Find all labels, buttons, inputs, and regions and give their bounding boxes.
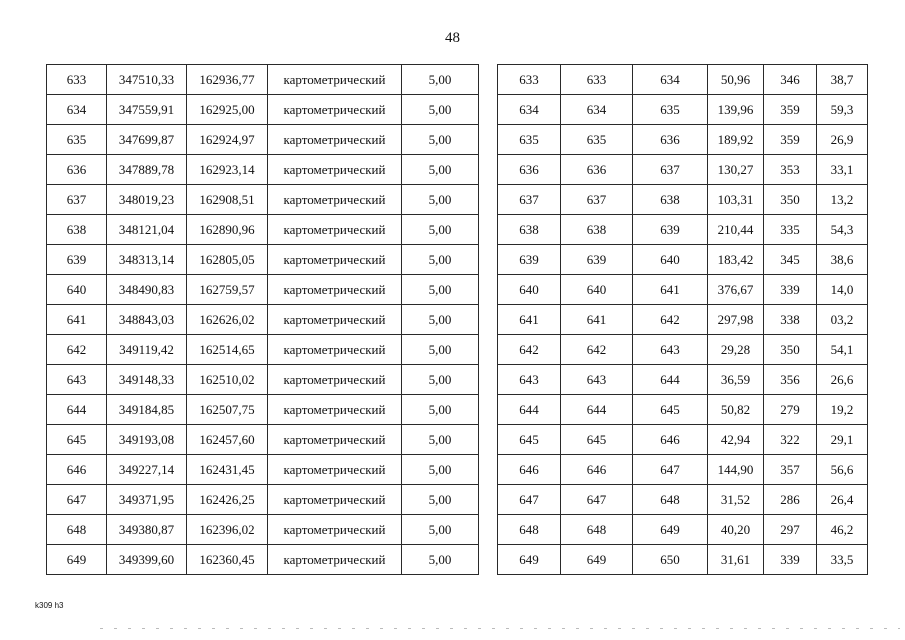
scan-artifact-line: [100, 628, 900, 629]
accuracy-cell: 5,00: [402, 215, 479, 245]
point-number-cell: 644: [47, 395, 107, 425]
to-point-cell: 639: [633, 215, 708, 245]
point-number-cell: 648: [498, 515, 561, 545]
distance-cell: 31,61: [708, 545, 764, 575]
accuracy-cell: 5,00: [402, 425, 479, 455]
to-point-cell: 646: [633, 425, 708, 455]
point-number-cell: 638: [47, 215, 107, 245]
point-number-cell: 643: [498, 365, 561, 395]
point-number-cell: 634: [498, 95, 561, 125]
from-point-cell: 633: [561, 65, 633, 95]
x-coordinate-cell: 349184,85: [107, 395, 187, 425]
point-number-cell: 633: [47, 65, 107, 95]
x-coordinate-cell: 347510,33: [107, 65, 187, 95]
distance-cell: 210,44: [708, 215, 764, 245]
x-coordinate-cell: 349399,60: [107, 545, 187, 575]
distance-cell: 130,27: [708, 155, 764, 185]
angle-degrees-cell: 345: [764, 245, 817, 275]
accuracy-cell: 5,00: [402, 245, 479, 275]
to-point-cell: 638: [633, 185, 708, 215]
accuracy-cell: 5,00: [402, 335, 479, 365]
point-number-cell: 647: [47, 485, 107, 515]
to-point-cell: 634: [633, 65, 708, 95]
x-coordinate-cell: 349119,42: [107, 335, 187, 365]
y-coordinate-cell: 162507,75: [187, 395, 268, 425]
to-point-cell: 648: [633, 485, 708, 515]
from-point-cell: 643: [561, 365, 633, 395]
accuracy-cell: 5,00: [402, 125, 479, 155]
accuracy-cell: 5,00: [402, 395, 479, 425]
point-number-cell: 633: [498, 65, 561, 95]
accuracy-cell: 5,00: [402, 185, 479, 215]
method-cell: картометрический: [268, 65, 402, 95]
accuracy-cell: 5,00: [402, 515, 479, 545]
angle-minutes-cell: 26,9: [817, 125, 868, 155]
table-row: [47, 455, 479, 485]
x-coordinate-cell: 347559,91: [107, 95, 187, 125]
table-row: [498, 485, 868, 515]
x-coordinate-cell: 349371,95: [107, 485, 187, 515]
angle-minutes-cell: 33,1: [817, 155, 868, 185]
x-coordinate-cell: 348121,04: [107, 215, 187, 245]
table-row: [498, 275, 868, 305]
y-coordinate-cell: 162514,65: [187, 335, 268, 365]
point-number-cell: 641: [47, 305, 107, 335]
from-point-cell: 640: [561, 275, 633, 305]
distance-cell: 36,59: [708, 365, 764, 395]
point-number-cell: 645: [47, 425, 107, 455]
angle-minutes-cell: 46,2: [817, 515, 868, 545]
distance-cell: 376,67: [708, 275, 764, 305]
from-point-cell: 635: [561, 125, 633, 155]
table-row: [47, 245, 479, 275]
x-coordinate-cell: 349193,08: [107, 425, 187, 455]
angle-minutes-cell: 56,6: [817, 455, 868, 485]
to-point-cell: 647: [633, 455, 708, 485]
angle-degrees-cell: 356: [764, 365, 817, 395]
distance-cell: 31,52: [708, 485, 764, 515]
table-row: [47, 545, 479, 575]
x-coordinate-cell: 348843,03: [107, 305, 187, 335]
point-number-cell: 636: [47, 155, 107, 185]
point-number-cell: 640: [47, 275, 107, 305]
method-cell: картометрический: [268, 485, 402, 515]
accuracy-cell: 5,00: [402, 485, 479, 515]
table-row: [47, 155, 479, 185]
angle-degrees-cell: 357: [764, 455, 817, 485]
point-number-cell: 646: [47, 455, 107, 485]
table-row: [47, 65, 479, 95]
angle-minutes-cell: 26,4: [817, 485, 868, 515]
distance-cell: 50,96: [708, 65, 764, 95]
x-coordinate-cell: 349227,14: [107, 455, 187, 485]
table-row: [498, 65, 868, 95]
table-row: [498, 215, 868, 245]
angle-minutes-cell: 54,1: [817, 335, 868, 365]
table-row: [498, 155, 868, 185]
y-coordinate-cell: 162396,02: [187, 515, 268, 545]
from-point-cell: 641: [561, 305, 633, 335]
table-row: [47, 125, 479, 155]
angle-degrees-cell: 350: [764, 185, 817, 215]
y-coordinate-cell: 162925,00: [187, 95, 268, 125]
point-number-cell: 642: [47, 335, 107, 365]
angle-degrees-cell: 339: [764, 275, 817, 305]
point-number-cell: 643: [47, 365, 107, 395]
point-number-cell: 635: [498, 125, 561, 155]
table-row: [498, 545, 868, 575]
y-coordinate-cell: 162923,14: [187, 155, 268, 185]
method-cell: картометрический: [268, 275, 402, 305]
from-point-cell: 638: [561, 215, 633, 245]
method-cell: картометрический: [268, 395, 402, 425]
table-row: [47, 275, 479, 305]
table-row: [498, 95, 868, 125]
y-coordinate-cell: 162510,02: [187, 365, 268, 395]
x-coordinate-cell: 348490,83: [107, 275, 187, 305]
from-point-cell: 644: [561, 395, 633, 425]
point-number-cell: 646: [498, 455, 561, 485]
point-number-cell: 634: [47, 95, 107, 125]
to-point-cell: 635: [633, 95, 708, 125]
method-cell: картометрический: [268, 125, 402, 155]
x-coordinate-cell: 348313,14: [107, 245, 187, 275]
angle-minutes-cell: 29,1: [817, 425, 868, 455]
table-row: [47, 335, 479, 365]
from-point-cell: 636: [561, 155, 633, 185]
distance-cell: 29,28: [708, 335, 764, 365]
from-point-cell: 646: [561, 455, 633, 485]
accuracy-cell: 5,00: [402, 455, 479, 485]
to-point-cell: 645: [633, 395, 708, 425]
point-number-cell: 638: [498, 215, 561, 245]
x-coordinate-cell: 347699,87: [107, 125, 187, 155]
point-number-cell: 640: [498, 275, 561, 305]
point-number-cell: 639: [47, 245, 107, 275]
point-number-cell: 649: [498, 545, 561, 575]
table-row: [498, 365, 868, 395]
method-cell: картометрический: [268, 305, 402, 335]
y-coordinate-cell: 162431,45: [187, 455, 268, 485]
table-row: [47, 365, 479, 395]
table-row: [47, 515, 479, 545]
coordinates-table: [46, 64, 479, 575]
method-cell: картометрический: [268, 455, 402, 485]
from-point-cell: 637: [561, 185, 633, 215]
distance-cell: 297,98: [708, 305, 764, 335]
angle-minutes-cell: 19,2: [817, 395, 868, 425]
distance-cell: 50,82: [708, 395, 764, 425]
method-cell: картометрический: [268, 365, 402, 395]
table-row: [47, 485, 479, 515]
point-number-cell: 641: [498, 305, 561, 335]
accuracy-cell: 5,00: [402, 65, 479, 95]
accuracy-cell: 5,00: [402, 365, 479, 395]
method-cell: картометрический: [268, 245, 402, 275]
accuracy-cell: 5,00: [402, 95, 479, 125]
y-coordinate-cell: 162426,25: [187, 485, 268, 515]
y-coordinate-cell: 162360,45: [187, 545, 268, 575]
point-number-cell: 639: [498, 245, 561, 275]
from-point-cell: 639: [561, 245, 633, 275]
table-row: [47, 425, 479, 455]
y-coordinate-cell: 162457,60: [187, 425, 268, 455]
table-row: [498, 125, 868, 155]
distance-cell: 40,20: [708, 515, 764, 545]
to-point-cell: 636: [633, 125, 708, 155]
y-coordinate-cell: 162626,02: [187, 305, 268, 335]
method-cell: картометрический: [268, 425, 402, 455]
method-cell: картометрический: [268, 545, 402, 575]
x-coordinate-cell: 349148,33: [107, 365, 187, 395]
angle-degrees-cell: 339: [764, 545, 817, 575]
angle-degrees-cell: 353: [764, 155, 817, 185]
table-row: [498, 185, 868, 215]
angle-degrees-cell: 359: [764, 125, 817, 155]
table-row: [47, 215, 479, 245]
x-coordinate-cell: 348019,23: [107, 185, 187, 215]
point-number-cell: 649: [47, 545, 107, 575]
table-row: [498, 455, 868, 485]
from-point-cell: 647: [561, 485, 633, 515]
point-number-cell: 648: [47, 515, 107, 545]
y-coordinate-cell: 162924,97: [187, 125, 268, 155]
angle-degrees-cell: 338: [764, 305, 817, 335]
angle-minutes-cell: 33,5: [817, 545, 868, 575]
y-coordinate-cell: 162890,96: [187, 215, 268, 245]
angle-minutes-cell: 38,6: [817, 245, 868, 275]
accuracy-cell: 5,00: [402, 545, 479, 575]
from-point-cell: 648: [561, 515, 633, 545]
angle-minutes-cell: 14,0: [817, 275, 868, 305]
table-row: [498, 305, 868, 335]
distance-cell: 183,42: [708, 245, 764, 275]
angle-minutes-cell: 13,2: [817, 185, 868, 215]
method-cell: картометрический: [268, 335, 402, 365]
accuracy-cell: 5,00: [402, 305, 479, 335]
x-coordinate-cell: 347889,78: [107, 155, 187, 185]
table-row: [498, 515, 868, 545]
page-number: 48: [445, 30, 460, 46]
distance-cell: 144,90: [708, 455, 764, 485]
segments-table: [497, 64, 868, 575]
angle-degrees-cell: 350: [764, 335, 817, 365]
point-number-cell: 637: [47, 185, 107, 215]
angle-degrees-cell: 297: [764, 515, 817, 545]
table-row: [47, 395, 479, 425]
method-cell: картометрический: [268, 185, 402, 215]
distance-cell: 103,31: [708, 185, 764, 215]
point-number-cell: 635: [47, 125, 107, 155]
angle-minutes-cell: 38,7: [817, 65, 868, 95]
angle-minutes-cell: 59,3: [817, 95, 868, 125]
method-cell: картометрический: [268, 155, 402, 185]
point-number-cell: 636: [498, 155, 561, 185]
point-number-cell: 647: [498, 485, 561, 515]
to-point-cell: 637: [633, 155, 708, 185]
angle-degrees-cell: 359: [764, 95, 817, 125]
to-point-cell: 644: [633, 365, 708, 395]
method-cell: картометрический: [268, 515, 402, 545]
table-row: [498, 245, 868, 275]
to-point-cell: 641: [633, 275, 708, 305]
accuracy-cell: 5,00: [402, 275, 479, 305]
angle-degrees-cell: 346: [764, 65, 817, 95]
method-cell: картометрический: [268, 215, 402, 245]
table-row: [47, 305, 479, 335]
from-point-cell: 645: [561, 425, 633, 455]
footer-code: k309 h3: [35, 601, 64, 610]
table-row: [47, 185, 479, 215]
table-row: [498, 425, 868, 455]
angle-minutes-cell: 03,2: [817, 305, 868, 335]
point-number-cell: 642: [498, 335, 561, 365]
table-row: [498, 335, 868, 365]
table-row: [498, 395, 868, 425]
from-point-cell: 649: [561, 545, 633, 575]
x-coordinate-cell: 349380,87: [107, 515, 187, 545]
angle-degrees-cell: 322: [764, 425, 817, 455]
table-row: [47, 95, 479, 125]
to-point-cell: 640: [633, 245, 708, 275]
y-coordinate-cell: 162759,57: [187, 275, 268, 305]
angle-degrees-cell: 335: [764, 215, 817, 245]
from-point-cell: 642: [561, 335, 633, 365]
angle-minutes-cell: 26,6: [817, 365, 868, 395]
point-number-cell: 637: [498, 185, 561, 215]
point-number-cell: 644: [498, 395, 561, 425]
distance-cell: 139,96: [708, 95, 764, 125]
to-point-cell: 649: [633, 515, 708, 545]
y-coordinate-cell: 162908,51: [187, 185, 268, 215]
point-number-cell: 645: [498, 425, 561, 455]
angle-minutes-cell: 54,3: [817, 215, 868, 245]
accuracy-cell: 5,00: [402, 155, 479, 185]
y-coordinate-cell: 162936,77: [187, 65, 268, 95]
angle-degrees-cell: 286: [764, 485, 817, 515]
distance-cell: 189,92: [708, 125, 764, 155]
angle-degrees-cell: 279: [764, 395, 817, 425]
to-point-cell: 643: [633, 335, 708, 365]
to-point-cell: 650: [633, 545, 708, 575]
y-coordinate-cell: 162805,05: [187, 245, 268, 275]
from-point-cell: 634: [561, 95, 633, 125]
method-cell: картометрический: [268, 95, 402, 125]
to-point-cell: 642: [633, 305, 708, 335]
distance-cell: 42,94: [708, 425, 764, 455]
